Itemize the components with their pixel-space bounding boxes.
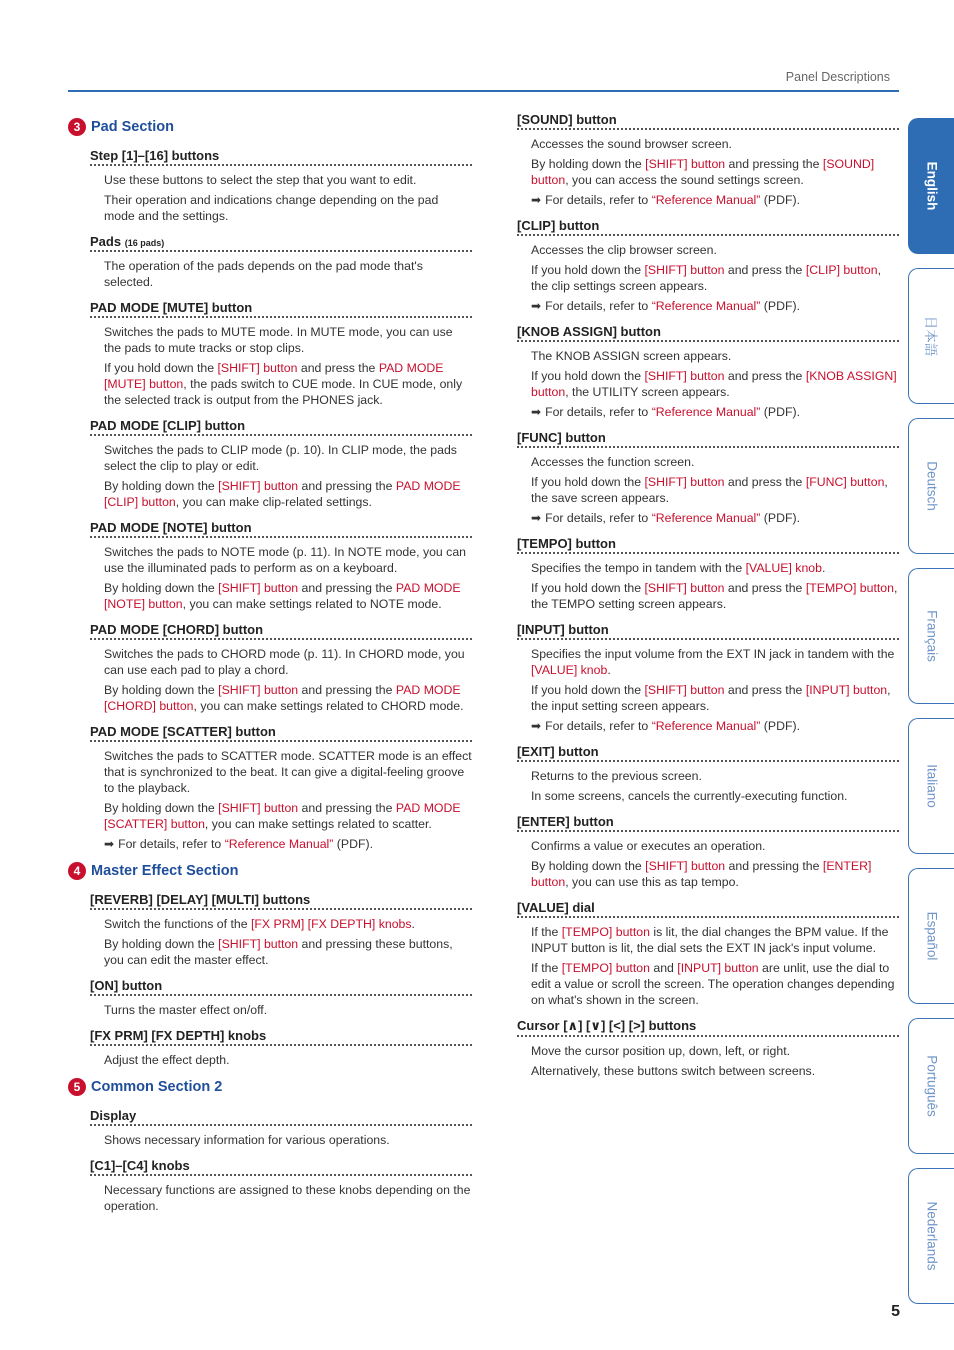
text-run: If the (531, 961, 562, 975)
paragraph (104, 1002, 472, 1018)
item-block (517, 900, 899, 1008)
reference-text: [SHIFT] button (218, 479, 299, 493)
language-tab[interactable] (908, 118, 954, 254)
text-run: . (411, 917, 415, 931)
reference-text: [FX PRM] [FX DEPTH] knobs (250, 917, 412, 931)
item-heading-text: [CLIP] button (517, 218, 600, 233)
item-block (517, 622, 899, 734)
reference-text: “Reference Manual” (651, 405, 761, 419)
reference-text: [SHIFT] button (644, 369, 725, 383)
section-title: Pad Section (91, 119, 174, 135)
paragraph (104, 258, 472, 290)
item-block (517, 324, 899, 420)
item-heading (90, 148, 472, 166)
paragraph (531, 960, 899, 1008)
text-run: If you hold down the (104, 361, 218, 375)
text-run: , the input setting screen appears. (531, 683, 891, 713)
text-run: Accesses the function screen. (531, 455, 695, 469)
paragraph (104, 916, 472, 932)
text-run: (PDF). (760, 719, 800, 733)
right-column (517, 112, 899, 1089)
paragraph (531, 682, 899, 714)
paragraph (104, 748, 472, 796)
text-run: and pressing the (298, 479, 396, 493)
reference-note (531, 192, 899, 208)
arrow-right-icon: ➡ (104, 837, 115, 851)
item-heading-text: [SOUND] button (517, 112, 617, 127)
section-title: Master Effect Section (91, 863, 239, 879)
reference-text: “Reference Manual” (651, 193, 761, 207)
reference-text: [FUNC] button (805, 475, 885, 489)
item-block (90, 1028, 472, 1068)
language-tab-label: English (924, 161, 939, 211)
text-run: , you can access the sound settings screen. (565, 173, 804, 187)
paragraph (531, 348, 899, 364)
reference-text: “Reference Manual” (224, 837, 334, 851)
reference-text: [SHIFT] button (644, 683, 725, 697)
item-heading-text: [KNOB ASSIGN] button (517, 324, 661, 339)
text-run: Specifies the tempo in tandem with the (531, 561, 746, 575)
text-run: For details, refer to (545, 719, 652, 733)
item-heading-text: [REVERB] [DELAY] [MULTI] buttons (90, 892, 311, 907)
text-run: , the pads switch to CUE mode. In CUE mode, only the selected track is output from the PHONES jack. (104, 377, 463, 407)
reference-text: [SOUND] button (531, 157, 875, 187)
language-tab[interactable] (908, 1168, 954, 1304)
paragraph (531, 858, 899, 890)
item-block (90, 520, 472, 612)
text-run: is lit, the dial changes the BPM value. If the INPUT button is lit, the dial sets the EXT IN jack's input volume. (531, 925, 889, 955)
reference-text: [SHIFT] button (644, 581, 725, 595)
reference-text: PAD MODE [SCATTER] button (104, 801, 461, 831)
text-run: and press the (297, 361, 379, 375)
text-run: Turns the master effect on/off. (104, 1003, 268, 1017)
item-block (90, 418, 472, 510)
text-run: and pressing the (298, 683, 396, 697)
item-heading (90, 1158, 472, 1176)
language-tabs (908, 118, 954, 1318)
language-tab-label: Nederlands (924, 1201, 939, 1271)
language-tab-label: Español (924, 911, 939, 961)
arrow-right-icon: ➡ (531, 405, 542, 419)
text-run: are unlit, use the dial to edit a value or scroll the screen. The operation changes depending on what's shown in the screen. (531, 961, 895, 1007)
reference-text: PAD MODE [CLIP] button (104, 479, 461, 509)
item-heading (90, 892, 472, 910)
item-heading (517, 324, 899, 342)
paragraph (104, 936, 472, 968)
item-block (90, 234, 472, 290)
item-heading-text: PAD MODE [CHORD] button (90, 622, 264, 637)
item-block (90, 978, 472, 1018)
item-block (90, 724, 472, 852)
section-title: Common Section 2 (91, 1079, 223, 1095)
text-run: and pressing the (298, 801, 396, 815)
language-tab[interactable] (908, 718, 954, 854)
text-run: If the (531, 925, 562, 939)
text-run: If you hold down the (531, 683, 645, 697)
item-block (517, 536, 899, 612)
item-heading (517, 1018, 899, 1037)
text-run: and press the (724, 475, 806, 489)
item-heading-text: PAD MODE [SCATTER] button (90, 724, 276, 739)
text-run: Switches the pads to CHORD mode (p. 11). In CHORD mode, you can use each pad to play a chord. (104, 647, 465, 677)
text-run: Adjust the effect depth. (104, 1053, 230, 1067)
reference-text: [VALUE] knob (745, 561, 822, 575)
paragraph (104, 478, 472, 510)
text-run: If you hold down the (531, 581, 645, 595)
paragraph (531, 924, 899, 956)
item-heading (90, 978, 472, 996)
text-run: The KNOB ASSIGN screen appears. (531, 349, 732, 363)
reference-text: [ENTER] button (531, 859, 872, 889)
item-heading-note: (16 pads) (124, 238, 165, 248)
arrow-right-icon: ➡ (531, 511, 542, 525)
text-run: Accesses the sound browser screen. (531, 137, 732, 151)
section-number: 3 (68, 118, 86, 136)
reference-note (531, 404, 899, 420)
paragraph (531, 368, 899, 400)
header-rule (68, 90, 899, 92)
reference-text: [SHIFT] button (644, 263, 725, 277)
text-run: . (607, 663, 611, 677)
paragraph (531, 1063, 899, 1079)
reference-text: [SHIFT] button (644, 475, 725, 489)
text-run: Alternatively, these buttons switch between screens. (531, 1064, 816, 1078)
reference-note (104, 836, 472, 852)
text-run: , you can make settings related to NOTE mode. (182, 597, 442, 611)
language-tab-label: Italiano (924, 764, 939, 808)
paragraph (531, 788, 899, 804)
text-run: Switches the pads to CLIP mode (p. 10). In CLIP mode, the pads select the clip to play or edit. (104, 443, 457, 473)
item-heading-text: Pads (90, 234, 122, 249)
reference-text: PAD MODE [MUTE] button (104, 361, 444, 391)
paragraph (104, 1182, 472, 1214)
item-heading (90, 724, 472, 742)
reference-text: [SHIFT] button (218, 937, 299, 951)
text-run: By holding down the (104, 479, 219, 493)
text-run: In some screens, cancels the currently-executing function. (531, 789, 848, 803)
item-block (90, 300, 472, 408)
paragraph (531, 560, 899, 576)
text-run: Specifies the input volume from the EXT IN jack in tandem with the (531, 647, 895, 661)
item-heading (90, 622, 472, 640)
section-heading (68, 1078, 472, 1096)
paragraph (104, 646, 472, 678)
reference-text: “Reference Manual” (651, 719, 761, 733)
text-run: By holding down the (531, 157, 646, 171)
item-block (90, 1158, 472, 1214)
item-heading-text: PAD MODE [MUTE] button (90, 300, 253, 315)
text-run: Their operation and indications change depending on the pad mode and the settings. (104, 193, 439, 223)
text-run: By holding down the (104, 801, 219, 815)
text-run: For details, refer to (545, 193, 652, 207)
text-run: , you can use this as tap tempo. (565, 875, 739, 889)
text-run: For details, refer to (545, 511, 652, 525)
paragraph (104, 800, 472, 832)
text-run: Switch the functions of the (104, 917, 251, 931)
text-run: and pressing the (298, 581, 396, 595)
section-number: 5 (68, 1078, 86, 1096)
text-run: and press the (724, 369, 806, 383)
item-heading (90, 1108, 472, 1126)
text-run: (PDF). (760, 193, 800, 207)
item-heading (517, 536, 899, 554)
text-run: (PDF). (333, 837, 373, 851)
item-heading (517, 112, 899, 130)
paragraph (104, 172, 472, 188)
text-run: and press the (724, 683, 806, 697)
item-block (517, 112, 899, 208)
arrow-right-icon: ➡ (531, 299, 542, 313)
language-tab[interactable] (908, 268, 954, 404)
text-run: , the TEMPO setting screen appears. (531, 581, 898, 611)
text-run: For details, refer to (118, 837, 225, 851)
text-run: , you can make settings related to CHORD mode. (193, 699, 464, 713)
arrow-right-icon: ➡ (531, 193, 542, 207)
text-run: (PDF). (760, 299, 800, 313)
item-heading (90, 418, 472, 436)
reference-text: “Reference Manual” (651, 299, 761, 313)
text-run: By holding down the (104, 683, 219, 697)
item-heading-text: [TEMPO] button (517, 536, 616, 551)
paragraph (531, 156, 899, 188)
text-run: Accesses the clip browser screen. (531, 243, 717, 257)
item-heading-text: [INPUT] button (517, 622, 609, 637)
item-block (517, 744, 899, 804)
paragraph (531, 838, 899, 854)
language-tab[interactable] (908, 868, 954, 1004)
reference-text: [INPUT] button (805, 683, 888, 697)
reference-text: [TEMPO] button (561, 925, 650, 939)
item-block (517, 814, 899, 890)
text-run: and (649, 961, 678, 975)
text-run: The operation of the pads depends on the pad mode that's selected. (104, 259, 423, 289)
language-tab-label: Français (924, 610, 939, 662)
item-block (517, 218, 899, 314)
paragraph (531, 242, 899, 258)
item-block (90, 148, 472, 224)
text-run: , the UTILITY screen appears. (565, 385, 730, 399)
paragraph (104, 324, 472, 356)
item-heading (90, 300, 472, 318)
text-run: and pressing these buttons, you can edit the master effect. (104, 937, 453, 967)
text-run: , you can make settings related to scatter. (204, 817, 432, 831)
reference-text: “Reference Manual” (651, 511, 761, 525)
paragraph (531, 646, 899, 678)
item-heading-text: [EXIT] button (517, 744, 599, 759)
item-heading (517, 814, 899, 832)
text-run: and pressing the (725, 157, 823, 171)
item-heading (90, 520, 472, 538)
reference-text: PAD MODE [CHORD] button (104, 683, 461, 713)
item-heading (517, 744, 899, 762)
text-run: For details, refer to (545, 405, 652, 419)
text-run: If you hold down the (531, 369, 645, 383)
paragraph (104, 682, 472, 714)
reference-note (531, 718, 899, 734)
reference-text: [SHIFT] button (218, 581, 299, 595)
text-run: and press the (724, 263, 806, 277)
reference-text: PAD MODE [NOTE] button (104, 581, 461, 611)
reference-text: [TEMPO] button (805, 581, 894, 595)
text-run: Shows necessary information for various operations. (104, 1133, 390, 1147)
section-heading (68, 862, 472, 880)
reference-note (531, 298, 899, 314)
paragraph (531, 136, 899, 152)
item-heading (90, 234, 472, 252)
language-tab[interactable] (908, 418, 954, 554)
item-block (517, 1018, 899, 1079)
reference-text: [SHIFT] button (645, 157, 726, 171)
language-tab-label: Deutsch (924, 461, 939, 511)
text-run: , the save screen appears. (531, 475, 888, 505)
language-tab[interactable] (908, 1018, 954, 1154)
text-run: Necessary functions are assigned to these knobs depending on the operation. (104, 1183, 471, 1213)
reference-text: [VALUE] knob (531, 663, 608, 677)
item-heading-text: PAD MODE [NOTE] button (90, 520, 252, 535)
item-block (90, 622, 472, 714)
reference-text: [SHIFT] button (218, 683, 299, 697)
text-run: If you hold down the (531, 475, 645, 489)
paragraph (104, 1052, 472, 1068)
item-heading-text: Step [1]–[16] buttons (90, 148, 220, 163)
paragraph (531, 768, 899, 784)
text-run: Confirms a value or executes an operation. (531, 839, 766, 853)
text-run: By holding down the (531, 859, 646, 873)
text-run: and press the (724, 581, 806, 595)
item-heading-text: PAD MODE [CLIP] button (90, 418, 246, 433)
text-run: , the clip settings screen appears. (531, 263, 882, 293)
reference-text: [TEMPO] button (561, 961, 650, 975)
paragraph (104, 544, 472, 576)
paragraph (531, 580, 899, 612)
item-heading (517, 430, 899, 448)
text-run: and pressing the (725, 859, 823, 873)
paragraph (531, 454, 899, 470)
text-run: If you hold down the (531, 263, 645, 277)
item-heading (517, 900, 899, 918)
section-heading (68, 118, 472, 136)
page-number: 5 (891, 1303, 900, 1320)
item-heading (517, 622, 899, 640)
item-heading (90, 1028, 472, 1046)
reference-text: [CLIP] button (805, 263, 878, 277)
text-run: Switches the pads to NOTE mode (p. 11). In NOTE mode, you can use the illuminated pads to perform as on a keyboard. (104, 545, 467, 575)
reference-text: [SHIFT] button (218, 801, 299, 815)
text-run: , you can make clip-related settings. (175, 495, 372, 509)
paragraph (531, 1043, 899, 1059)
text-run: Switches the pads to MUTE mode. In MUTE mode, you can use the pads to mute tracks or stop clips. (104, 325, 453, 355)
paragraph (104, 360, 472, 408)
text-run: By holding down the (104, 937, 219, 951)
arrow-right-icon: ➡ (531, 719, 542, 733)
item-heading-text: [FUNC] button (517, 430, 606, 445)
item-heading-text: Display (90, 1108, 137, 1123)
left-column (68, 112, 472, 1224)
reference-text: [INPUT] button (677, 961, 759, 975)
item-heading-text: [FX PRM] [FX DEPTH] knobs (90, 1028, 267, 1043)
section-number: 4 (68, 862, 86, 880)
text-run: Switches the pads to SCATTER mode. SCATTER mode is an effect that is synchronized to the beat. It can give a digital-feeling groove to the playback. (104, 749, 472, 795)
item-heading-text: [C1]–[C4] knobs (90, 1158, 190, 1173)
item-heading (517, 218, 899, 236)
text-run: By holding down the (104, 581, 219, 595)
language-tab-label: Português (924, 1055, 939, 1117)
reference-note (531, 510, 899, 526)
item-block (517, 430, 899, 526)
text-run: For details, refer to (545, 299, 652, 313)
text-run: . (821, 561, 826, 575)
text-run: Move the cursor position up, down, left, or right. (531, 1044, 791, 1058)
paragraph (104, 192, 472, 224)
language-tab[interactable] (908, 568, 954, 704)
running-header: Panel Descriptions (785, 70, 890, 84)
item-heading-text: [ENTER] button (517, 814, 614, 829)
reference-text: [SHIFT] button (645, 859, 726, 873)
item-block (90, 892, 472, 968)
language-tab-label: 日本語 (922, 315, 938, 357)
paragraph (104, 1132, 472, 1148)
text-run: (PDF). (760, 511, 800, 525)
text-run: Use these buttons to select the step that you want to edit. (104, 173, 417, 187)
paragraph (104, 580, 472, 612)
paragraph (104, 442, 472, 474)
item-heading-text: Cursor [∧] [∨] [<] [>] buttons (517, 1018, 697, 1033)
item-block (90, 1108, 472, 1148)
reference-text: [SHIFT] button (217, 361, 298, 375)
item-heading-text: [ON] button (90, 978, 163, 993)
item-heading-text: [VALUE] dial (517, 900, 595, 915)
text-run: (PDF). (760, 405, 800, 419)
paragraph (531, 262, 899, 294)
reference-text: [KNOB ASSIGN] button (531, 369, 897, 399)
paragraph (531, 474, 899, 506)
text-run: Returns to the previous screen. (531, 769, 702, 783)
